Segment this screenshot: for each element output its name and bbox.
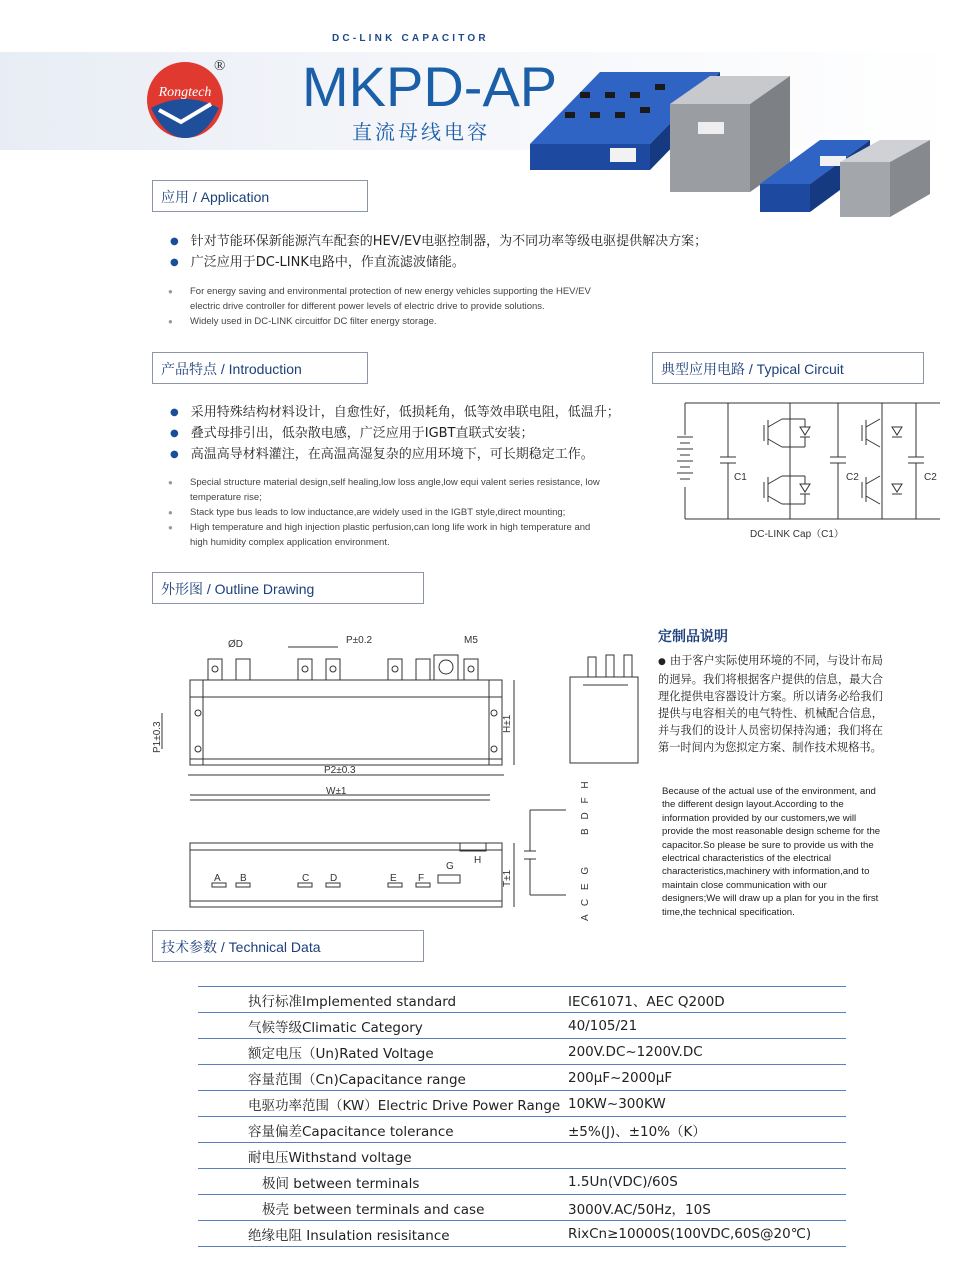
pin-g: G xyxy=(446,861,454,872)
section-outline-title: 外形图 / Outline Drawing xyxy=(152,572,424,604)
spec-key: 耐电压Withstand voltage xyxy=(198,1143,568,1169)
logo-text: Rongtech xyxy=(158,85,212,100)
pin-f: F xyxy=(418,873,425,884)
list-item: ● 广泛应用于DC-LINK电路中，作直流滤波储能。 xyxy=(170,255,465,270)
custom-cn-text: ● 由于客户实际使用环境的不同，与设计布局的迥异。我们将根据客户提供的信息，最大合理化提供电容器设计方案。所以请务必给我们提供与电容相关的电气特性、机械配合信息，并与我们的设计人员密切保持沟通；我们将在第一时间内为您拟定方案、制作技术规格书。 xyxy=(658,654,883,754)
spec-key: 气候等级Climatic Category xyxy=(198,1013,568,1039)
spec-key: 容量偏差Capacitance tolerance xyxy=(198,1117,568,1143)
dim-h: H±1 xyxy=(502,714,513,733)
list-item: ● 针对节能环保新能源汽车配套的HEV/EV电驱控制器，为不同功率等级电驱提供解决方案； xyxy=(170,234,708,249)
section-technical-title: 技术参数 / Technical Data xyxy=(152,930,424,962)
dim-m5: M5 xyxy=(464,635,478,646)
custom-en-text: Because of the actual use of the environment, and the different design layout.According to the information provided by our customers,we will provide the most reasonable design scheme for the capacitor.So please be sure to provide us with the electrical characteristics of the electrical characteristics,machinery with information,and to maintain close communication with our designers;We will draw up a plan for you in the first time,the technical specification. xyxy=(662,786,881,918)
side-bottom-pins: A C E G xyxy=(580,863,591,921)
igbt-group-1 xyxy=(764,419,810,504)
custom-title: 定制品说明 xyxy=(658,629,728,645)
spec-value: 3000V.AC/50Hz，10S xyxy=(568,1195,846,1221)
list-item: ● Stack type bus leads to low inductance,are widely used in the IGBT style,direct mounting; xyxy=(168,507,566,518)
dim-od: ØD xyxy=(228,639,243,650)
model-title: MKPD-AP xyxy=(302,55,558,118)
list-item: ● For energy saving and environmental protection of new energy vehicles supporting the HEV/EV electric drive controller for different power levels of electric drive to provide solutions. xyxy=(168,286,591,312)
table-row xyxy=(198,1013,846,1039)
header-topline: DC-LINK CAPACITOR xyxy=(332,33,489,44)
spec-key: 极壳 between terminals and case xyxy=(198,1195,568,1221)
spec-value: 10KW~300KW xyxy=(568,1091,846,1117)
outline-drawing xyxy=(148,625,648,925)
rongtech-logo xyxy=(145,60,225,140)
spec-key: 电驱功率范围（KW）Electric Drive Power Range xyxy=(198,1091,568,1117)
pin-c: C xyxy=(302,873,310,884)
spec-key: 执行标准Implemented standard xyxy=(198,987,568,1013)
c2-label-1: C2 xyxy=(846,472,859,483)
dim-p1: P1±0.3 xyxy=(152,721,163,753)
table-row xyxy=(198,1195,846,1221)
spec-value: 1.5Un(VDC)/60S xyxy=(568,1169,846,1195)
spec-value: 200V.DC~1200V.DC xyxy=(568,1039,846,1065)
application-cn-list xyxy=(170,232,730,274)
introduction-cn-list xyxy=(170,403,640,466)
application-en-list xyxy=(168,284,620,329)
table-row xyxy=(198,1169,846,1195)
spec-value: 200μF~2000μF xyxy=(568,1065,846,1091)
section-circuit-title: 典型应用电路 / Typical Circuit xyxy=(652,352,924,384)
table-row xyxy=(198,1117,846,1143)
table-row xyxy=(198,1065,846,1091)
typical-circuit-diagram xyxy=(660,395,950,545)
list-item: ● 采用特殊结构材料设计，自愈性好，低损耗角，低等效串联电阻，低温升； xyxy=(170,405,620,420)
spec-value: RixCn≥10000S(100VDC,60S@20℃) xyxy=(568,1221,846,1247)
list-item: ● 叠式母排引出，低杂散电感，广泛应用于IGBT直联式安装； xyxy=(170,426,534,441)
registered-mark: ® xyxy=(214,58,226,74)
c2-label-2: C2 xyxy=(924,472,937,483)
product-photo xyxy=(520,52,960,222)
pin-d: D xyxy=(330,873,338,884)
list-item: ● High temperature and high injection plastic perfusion,can long life work in high temperature and high humidity complex application environment. xyxy=(168,522,591,548)
pin-b: B xyxy=(240,873,247,884)
list-item: ● Widely used in DC-LINK circuitfor DC filter energy storage. xyxy=(168,316,437,327)
dim-h2: H xyxy=(474,855,482,866)
spec-value: ±5%(J)、±10%（K） xyxy=(568,1117,846,1143)
introduction-en-list xyxy=(168,475,610,550)
table-row xyxy=(198,1221,846,1247)
spec-key: 额定电压（Un)Rated Voltage xyxy=(198,1039,568,1065)
spec-key: 绝缘电阻 Insulation resisitance xyxy=(198,1221,568,1247)
list-item: ● 高温高导材料灌注，在高温高湿复杂的应用环境下，可长期稳定工作。 xyxy=(170,447,594,462)
dim-w: W±1 xyxy=(326,786,347,797)
spec-value: 40/105/21 xyxy=(568,1013,846,1039)
c1-label: C1 xyxy=(734,472,747,483)
side-top-pins: B D F H xyxy=(580,778,591,835)
spec-value: IEC61071、AEC Q200D xyxy=(568,987,846,1013)
dim-t: T±1 xyxy=(502,869,513,887)
spec-key: 容量范围（Cn)Capacitance range xyxy=(198,1065,568,1091)
spec-value xyxy=(568,1143,846,1169)
circuit-caption: DC-LINK Cap（C1） xyxy=(750,529,844,540)
list-item: ● Special structure material design,self healing,low loss angle,low equi valent series resistance, low temperature rise; xyxy=(168,477,600,503)
section-introduction-title: 产品特点 / Introduction xyxy=(152,352,368,384)
table-row xyxy=(198,1039,846,1065)
table-row xyxy=(198,1091,846,1117)
section-application-title: 应用 / Application xyxy=(152,180,368,212)
table-row xyxy=(198,1143,846,1169)
table-row xyxy=(198,987,846,1013)
dim-p: P±0.2 xyxy=(346,635,373,646)
pin-e: E xyxy=(390,873,397,884)
model-subtitle: 直流母线电容 xyxy=(352,120,490,144)
dim-p2: P2±0.3 xyxy=(324,765,356,776)
pin-a: A xyxy=(214,873,221,884)
technical-data-table xyxy=(198,986,846,1247)
spec-key: 极间 between terminals xyxy=(198,1169,568,1195)
